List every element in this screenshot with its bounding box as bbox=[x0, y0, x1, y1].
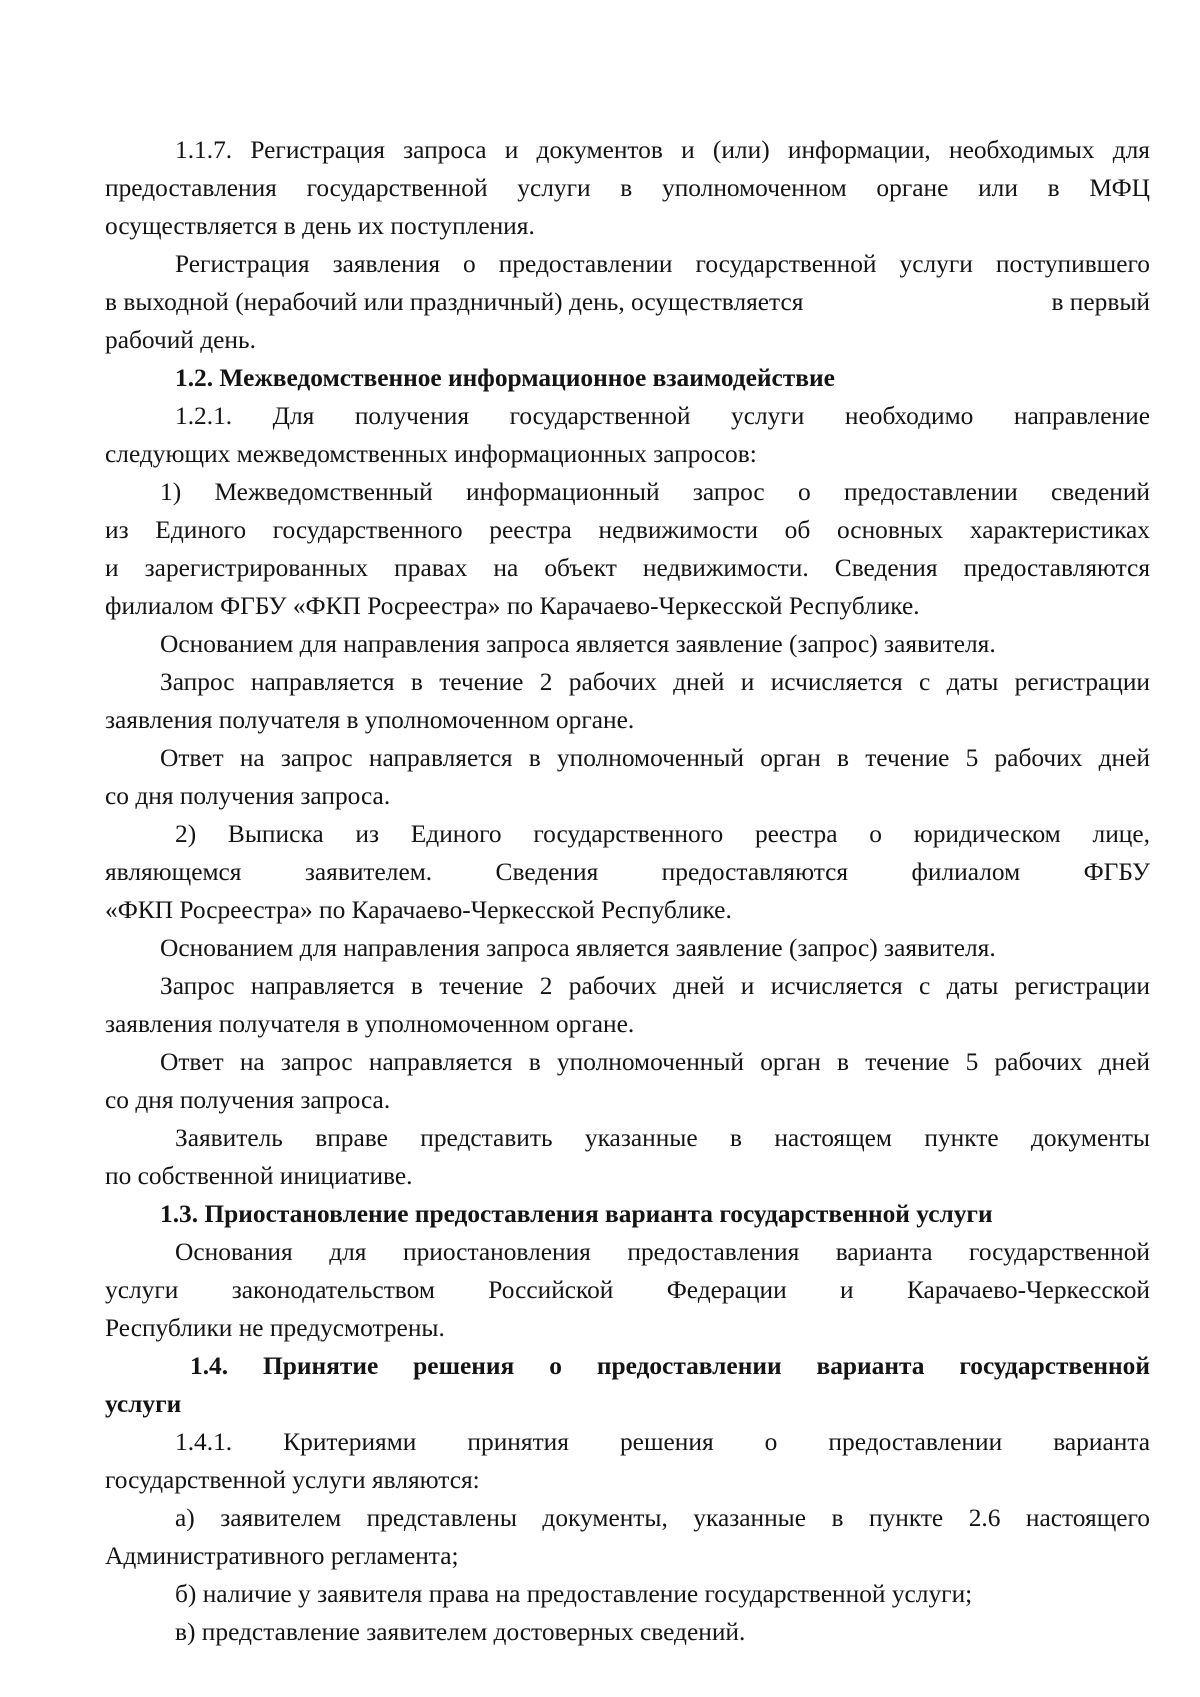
paragraph-request-2-line-1: Запрос направляется в течение 2 рабочих дней и исчисляется с даты регистрации bbox=[160, 972, 1150, 1000]
paragraph-request-2-line-2: заявления получателя в уполномоченном органе. bbox=[105, 1010, 635, 1038]
section-heading-1-4-line-2: услуги bbox=[105, 1390, 182, 1418]
paragraph-applicant-right-line-1: Заявитель вправе представить указанные в настоящем пункте документы bbox=[175, 1124, 1150, 1152]
paragraph-applicant-right-line-2: по собственной инициативе. bbox=[105, 1162, 413, 1190]
list-item-1-line-2: из Единого государственного реестра недвижимости об основных характеристиках bbox=[105, 516, 1150, 544]
section-heading-1-4-line-1: 1.4. Принятие решения о предоставлении варианта государственной bbox=[190, 1352, 1150, 1380]
paragraph-1-2-1-line-1: 1.2.1. Для получения государственной услуги необходимо направление bbox=[175, 402, 1150, 430]
list-item-1-line-1: 1) Межведомственный информационный запрос о предоставлении сведений bbox=[160, 478, 1150, 506]
section-heading-1-3: 1.3. Приостановление предоставления варианта государственной услуги bbox=[160, 1200, 993, 1228]
paragraph-request-1-line-1: Запрос направляется в течение 2 рабочих дней и исчисляется с даты регистрации bbox=[160, 668, 1150, 696]
paragraph-answer-1-line-1: Ответ на запрос направляется в уполномоченный орган в течение 5 рабочих дней bbox=[160, 744, 1150, 772]
paragraph-request-1-line-2: заявления получателя в уполномоченном органе. bbox=[105, 706, 635, 734]
paragraph-1-2-1-line-2: следующих межведомственных информационных запросов: bbox=[105, 440, 757, 468]
paragraph-registration-line-1: Регистрация заявления о предоставлении государственной услуги поступившего bbox=[175, 250, 1150, 278]
criteria-item-a-line-2: Административного регламента; bbox=[105, 1542, 459, 1570]
list-item-1-line-3: и зарегистрированных правах на объект недвижимости. Сведения предоставляются bbox=[105, 554, 1150, 582]
paragraph-registration-line-2-end: в первый bbox=[1051, 288, 1150, 316]
paragraph-registration-line-2: в выходной (нерабочий или праздничный) день, осуществляется bbox=[105, 288, 804, 316]
list-item-1-line-4: филиалом ФГБУ «ФКП Росреестра» по Карачаево-Черкесской Республике. bbox=[105, 592, 920, 620]
paragraph-1-3-line-1: Основания для приостановления предоставления варианта государственной bbox=[175, 1238, 1150, 1266]
paragraph-1-1-7-line-3: осуществляется в день их поступления. bbox=[105, 212, 535, 240]
paragraph-1-1-7-line-2: предоставления государственной услуги в уполномоченном органе или в МФЦ bbox=[105, 174, 1150, 202]
criteria-item-a-line-1: а) заявителем представлены документы, указанные в пункте 2.6 настоящего bbox=[175, 1504, 1150, 1532]
paragraph-answer-1-line-2: со дня получения запроса. bbox=[105, 782, 391, 810]
paragraph-1-1-7-line-1: 1.1.7. Регистрация запроса и документов и (или) информации, необходимых для bbox=[175, 136, 1150, 164]
paragraph-registration-line-3: рабочий день. bbox=[105, 326, 256, 354]
paragraph-answer-2-line-2: со дня получения запроса. bbox=[105, 1086, 391, 1114]
paragraph-answer-2-line-1: Ответ на запрос направляется в уполномоченный орган в течение 5 рабочих дней bbox=[160, 1048, 1150, 1076]
paragraph-1-4-1-line-1: 1.4.1. Критериями принятия решения о предоставлении варианта bbox=[175, 1428, 1150, 1456]
criteria-item-b: б) наличие у заявителя права на предоставление государственной услуги; bbox=[175, 1580, 973, 1608]
paragraph-1-3-line-2: услуги законодательством Российской Федерации и Карачаево-Черкесской bbox=[105, 1276, 1150, 1304]
paragraph-basis-1: Основанием для направления запроса является заявление (запрос) заявителя. bbox=[160, 630, 996, 658]
list-item-2-line-1: 2) Выписка из Единого государственного реестра о юридическом лице, bbox=[175, 820, 1150, 848]
list-item-2-line-3: «ФКП Росреестра» по Карачаево-Черкесской Республике. bbox=[105, 896, 732, 924]
paragraph-basis-2: Основанием для направления запроса является заявление (запрос) заявителя. bbox=[160, 934, 996, 962]
paragraph-1-3-line-3: Республики не предусмотрены. bbox=[105, 1314, 445, 1342]
criteria-item-v: в) представление заявителем достоверных сведений. bbox=[175, 1618, 746, 1646]
paragraph-1-4-1-line-2: государственной услуги являются: bbox=[105, 1466, 480, 1494]
section-heading-1-2: 1.2. Межведомственное информационное взаимодействие bbox=[175, 364, 835, 392]
list-item-2-line-2: являющемся заявителем. Сведения предоставляются филиалом ФГБУ bbox=[105, 858, 1150, 886]
